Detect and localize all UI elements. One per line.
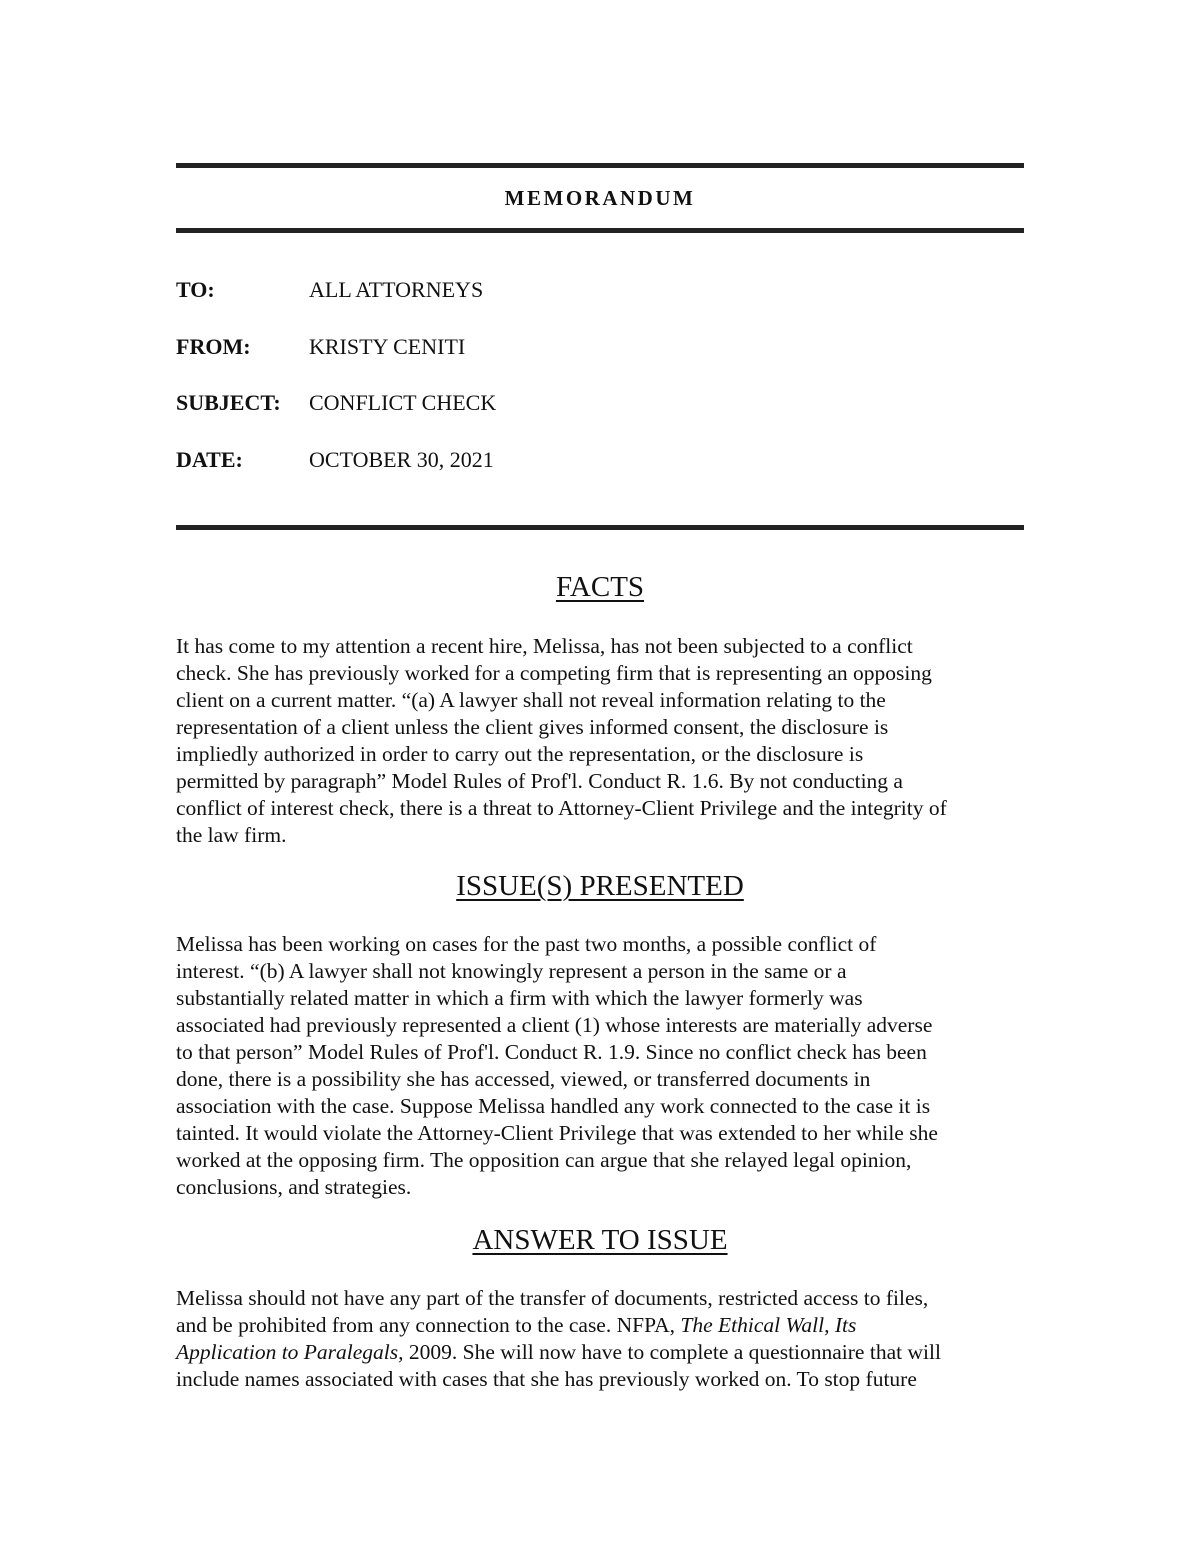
- date-value: OCTOBER 30, 2021: [309, 447, 494, 472]
- answer-paragraph: [176, 1285, 1024, 1393]
- date-label: DATE:: [176, 447, 243, 472]
- text-segment: and be prohibited from any connection to the case. NFPA,: [176, 1313, 681, 1337]
- citation-title-italic: Application to Paralegals,: [176, 1340, 404, 1364]
- text-line: conclusions, and strategies.: [176, 1175, 412, 1199]
- text-line: worked at the opposing firm. The opposition can argue that she relayed legal opinion,: [176, 1148, 912, 1172]
- text-line: the law firm.: [176, 823, 287, 847]
- text-line: tainted. It would violate the Attorney-Client Privilege that was extended to her while she: [176, 1121, 938, 1145]
- text-line: permitted by paragraph” Model Rules of Prof'l. Conduct R. 1.6. By not conducting a: [176, 769, 903, 793]
- from-value: KRISTY CENITI: [309, 334, 466, 359]
- text-line: Melissa should not have any part of the transfer of documents, restricted access to files,: [176, 1286, 929, 1310]
- text-line: [176, 1312, 1024, 1339]
- to-value: ALL ATTORNEYS: [309, 277, 484, 302]
- citation-title-italic: The Ethical Wall, Its: [680, 1313, 857, 1337]
- text-line: [176, 1339, 1024, 1366]
- answer-heading: ANSWER TO ISSUE: [472, 1224, 728, 1256]
- text-line: done, there is a possibility she has accessed, viewed, or transferred documents in: [176, 1067, 871, 1091]
- subject-label: SUBJECT:: [176, 390, 281, 415]
- to-label: TO:: [176, 277, 215, 302]
- header-top-rule: [176, 163, 1024, 168]
- subject-value: CONFLICT CHECK: [309, 390, 497, 415]
- issues-paragraph: [176, 931, 1024, 1201]
- text-segment: 2009. She will now have to complete a questionnaire that will: [403, 1340, 941, 1364]
- text-line: interest. “(b) A lawyer shall not knowingly represent a person in the same or a: [176, 959, 847, 983]
- issues-heading: ISSUE(S) PRESENTED: [456, 870, 744, 902]
- text-line: conflict of interest check, there is a threat to Attorney-Client Privilege and the integrity of: [176, 796, 947, 820]
- text-line: check. She has previously worked for a competing firm that is representing an opposing: [176, 661, 932, 685]
- text-line: to that person” Model Rules of Prof'l. Conduct R. 1.9. Since no conflict check has been: [176, 1040, 927, 1064]
- text-line: It has come to my attention a recent hire, Melissa, has not been subjected to a conflict: [176, 634, 913, 658]
- text-line: impliedly authorized in order to carry out the representation, or the disclosure is: [176, 742, 864, 766]
- facts-paragraph: [176, 633, 1024, 849]
- text-line: Melissa has been working on cases for the past two months, a possible conflict of: [176, 932, 877, 956]
- text-line: include names associated with cases that she has previously worked on. To stop future: [176, 1367, 917, 1391]
- text-line: representation of a client unless the client gives informed consent, the disclosure is: [176, 715, 889, 739]
- text-line: associated had previously represented a client (1) whose interests are materially adverse: [176, 1013, 933, 1037]
- text-line: association with the case. Suppose Melissa handled any work connected to the case it is: [176, 1094, 931, 1118]
- fields-bottom-rule: [176, 525, 1024, 530]
- from-label: FROM:: [176, 334, 251, 359]
- text-line: client on a current matter. “(a) A lawyer shall not reveal information relating to the: [176, 688, 886, 712]
- text-line: substantially related matter in which a firm with which the lawyer formerly was: [176, 986, 863, 1010]
- memo-title: MEMORANDUM: [504, 186, 696, 210]
- header-bottom-rule: [176, 228, 1024, 233]
- facts-heading: FACTS: [555, 571, 645, 603]
